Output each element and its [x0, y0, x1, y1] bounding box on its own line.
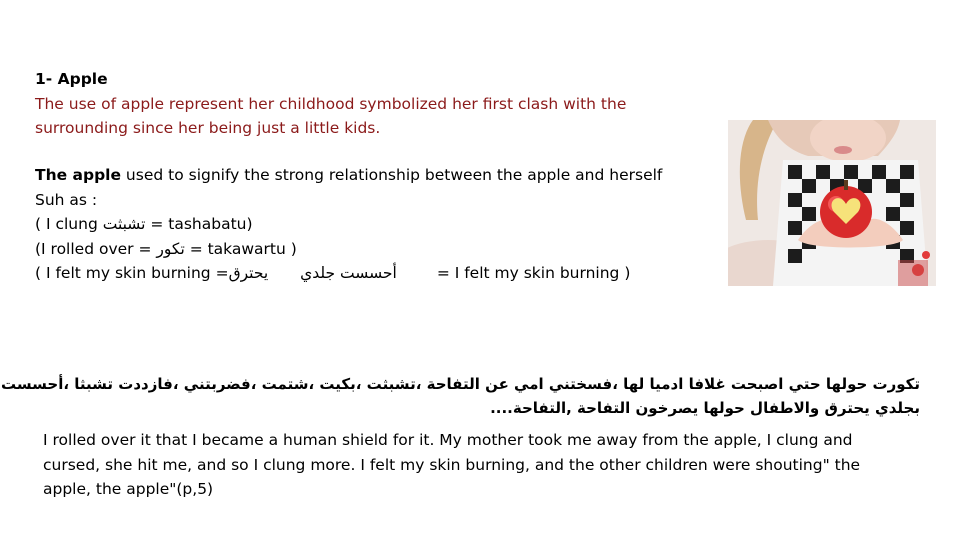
photo-illustration — [728, 120, 936, 286]
example-clung-arabic: تشبثت — [102, 215, 146, 233]
example-burning — [35, 261, 695, 286]
example-clung-prefix: ( I clung — [35, 215, 103, 233]
english-quote-line-1: I rolled over it that I became a human shield for it. My mother took me away from the apple, I clung and — [43, 431, 853, 449]
intro-line-1: The use of apple represent her childhood symbolized her first clash with the — [35, 94, 627, 113]
bold-lead: The apple — [35, 166, 121, 184]
example-clung — [35, 212, 695, 237]
example-burning-arabic-1: يحترق — [228, 264, 269, 282]
arabic-quote-line-1: تكورت حولها حتي اصبحت غلافا ادميا لها ،فسختني امي عن التفاحة ،تشبثت ،بكيت ،شتمت ،فضربتني ،فازددت تشبثا ،أحسست — [1, 375, 920, 393]
example-burning-prefix: ( I felt my skin burning = — [35, 264, 229, 282]
example-rolled-suffix: = takawartu ) — [184, 239, 297, 258]
english-translation — [43, 428, 903, 502]
example-burning-arabic-2: أحسست جلدي — [300, 264, 397, 282]
english-quote-line-2: cursed, she hit me, and so I clung more. I felt my skin burning, and the other children were shouting" the — [43, 455, 861, 474]
girl-with-apple-photo — [728, 120, 936, 286]
example-clung-suffix: = tashabatu) — [145, 215, 253, 233]
intro-line-2: surrounding since her being just a little kids. — [35, 119, 381, 137]
example-rolled — [35, 237, 695, 262]
section-apple — [35, 67, 695, 141]
section-heading: 1- Apple — [35, 70, 108, 88]
relationship-line-1-rest: used to signify the strong relationship between the apple and herself — [121, 166, 663, 184]
arabic-quote-line-2: بجلدي يحترق والاطفال حولها يصرخون التفاحة ,التفاحة.... — [490, 399, 920, 417]
example-rolled-arabic: تكور — [156, 239, 185, 258]
arabic-quote — [1, 372, 920, 420]
english-quote-line-3: apple, the apple"(p,5) — [43, 480, 214, 498]
example-burning-suffix: = I felt my skin burning ) — [436, 264, 631, 282]
example-rolled-prefix: (I rolled over = — [35, 239, 157, 258]
relationship-paragraph — [35, 163, 695, 286]
relationship-line-1 — [35, 163, 695, 188]
relationship-line-2: Suh as : — [35, 190, 98, 209]
